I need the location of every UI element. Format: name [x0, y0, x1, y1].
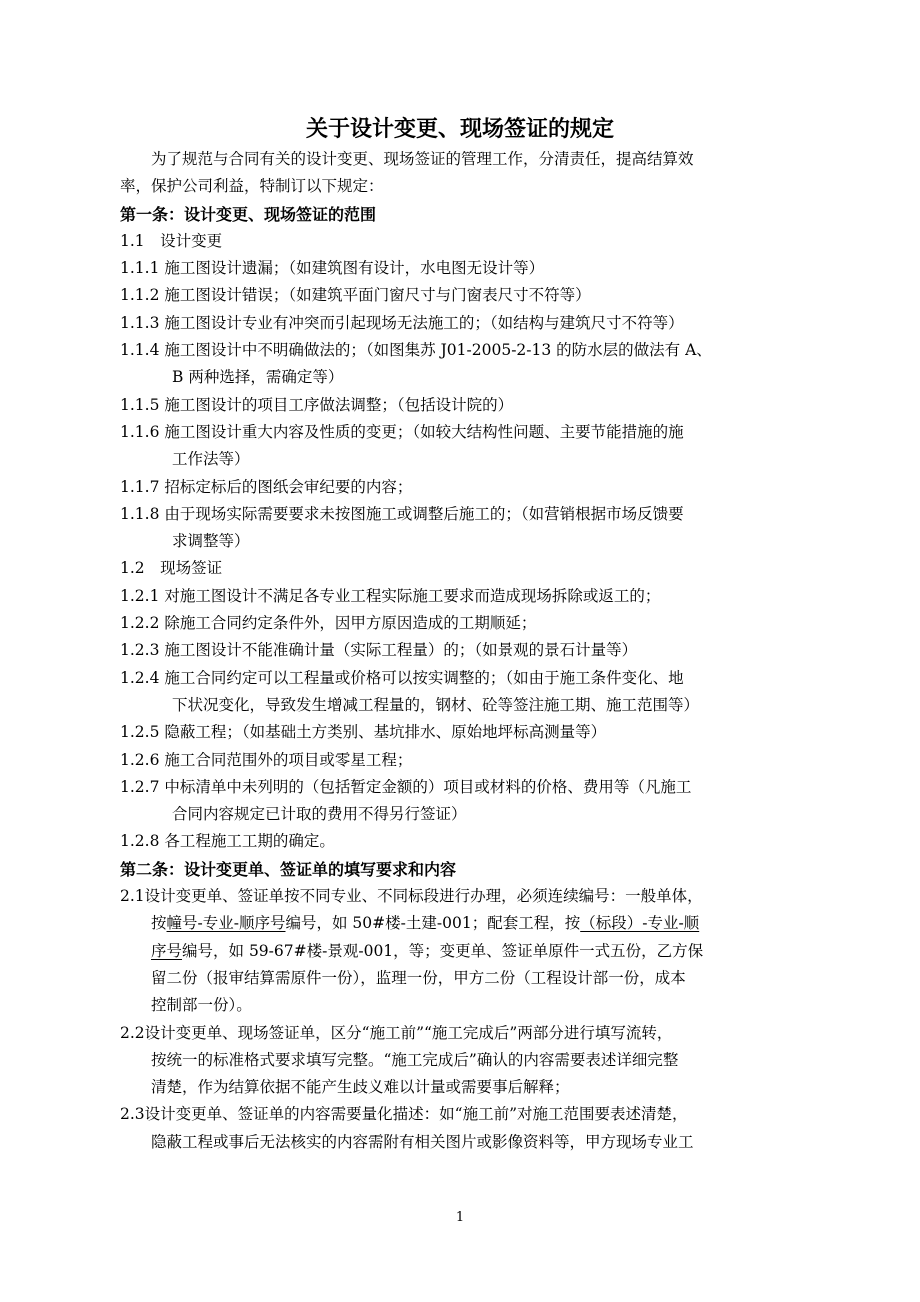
list-item [120, 310, 800, 337]
list-item [120, 474, 800, 501]
list-item [120, 337, 800, 364]
list-item [120, 255, 800, 282]
paragraph-line: 留二份（报审结算需原件一份），监理一份，甲方二份（工程设计部一份，成本 [151, 968, 686, 987]
section-heading: 1.1 设计变更 [120, 231, 223, 250]
paragraph-line: 按统一的标准格式要求填写完整。“施工完成后”确认的内容需要表述详细完整 [151, 1050, 679, 1069]
paragraph-2-2 [120, 1020, 800, 1102]
text-run: 编号，如 50#楼-土建-001；配套工程，按 [285, 914, 581, 933]
article-heading: 第二条：设计变更单、签证单的填写要求和内容 [120, 859, 457, 879]
page-number: 1 [455, 1210, 465, 1225]
item-text: 求调整等） [172, 532, 250, 551]
list-item [120, 665, 800, 692]
item-text: 工作法等） [172, 450, 250, 469]
item-text: 施工图设计不能准确计量（实际工程量）的；（如景观的景石计量等） [164, 641, 638, 660]
item-number: 1.1.4 [120, 341, 160, 360]
list-item [120, 828, 800, 855]
item-text: 施工图设计遗漏；（如建筑图有设计，水电图无设计等） [164, 259, 545, 278]
underlined-text: （标段）-专业-顺 [580, 914, 700, 933]
item-text: 除施工合同约定条件外，因甲方原因造成的工期顺延； [164, 614, 537, 633]
item-number: 1.1.5 [120, 395, 160, 414]
list-item-continuation [120, 528, 800, 555]
paragraph-line: 隐蔽工程或事后无法核实的内容需附有相关图片或影像资料等，甲方现场专业工 [151, 1132, 694, 1151]
intro-line: 率，保护公司利益，特制订以下规定： [120, 177, 384, 196]
item-number: 1.1.8 [120, 504, 160, 523]
page-title: 关于设计变更、现场签证的规定 [305, 117, 614, 142]
list-item-continuation [120, 692, 800, 719]
item-number: 1.2.3 [120, 641, 160, 660]
list-item-continuation [120, 446, 800, 473]
list-item [120, 610, 800, 637]
item-number: 1.1.1 [120, 259, 160, 278]
item-text: 施工图设计专业有冲突而引起现场无法施工的；（如结构与建筑尺寸不符等） [164, 313, 684, 332]
item-number: 1.1.6 [120, 422, 160, 441]
item-number: 1.2.1 [120, 586, 160, 605]
list-item [120, 747, 800, 774]
paragraph-line: 清楚，作为结算依据不能产生歧义难以计量或需要事后解释； [151, 1078, 570, 1097]
item-text: 由于现场实际需要要求未按图施工或调整后施工的；（如营销根据市场反馈要 [164, 504, 684, 523]
text-run: 按 [151, 914, 167, 933]
item-number: 1.1.2 [120, 286, 160, 305]
item-text: 合同内容规定已计取的费用不得另行签证） [172, 805, 467, 824]
item-text: 各工程施工工期的确定。 [164, 832, 335, 851]
paragraph-line [120, 938, 800, 965]
item-number: 1.2.6 [120, 750, 160, 769]
list-item [120, 501, 800, 528]
item-text: 施工图设计错误；（如建筑平面门窗尺寸与门窗表尺寸不符等） [164, 286, 591, 305]
list-item [120, 282, 800, 309]
underlined-text: 序号 [151, 941, 183, 960]
item-text: 招标定标后的图纸会审纪要的内容； [164, 477, 413, 496]
item-number: 1.1.3 [120, 313, 160, 332]
list-item-continuation [120, 801, 800, 828]
site-visa-list [120, 583, 800, 856]
item-number: 1.2.4 [120, 668, 160, 687]
list-item-continuation [120, 364, 800, 391]
item-text: 施工图设计的项目工序做法调整；（包括设计院的） [164, 395, 514, 414]
document-body [120, 146, 800, 1156]
list-item [120, 719, 800, 746]
item-text: 施工图设计重大内容及性质的变更；（如较大结构性问题、主要节能措施的施 [164, 422, 684, 441]
item-text: B 两种选择，需确定等） [172, 368, 344, 387]
item-text: 下状况变化，导致发生增减工程量的，钢材、砼等签注施工期、施工范围等） [172, 695, 700, 714]
item-text: 隐蔽工程；（如基础土方类别、基坑排水、原始地坪标高测量等） [164, 723, 607, 742]
paragraph-line [120, 910, 800, 937]
section-heading: 1.2 现场签证 [120, 559, 223, 578]
list-item [120, 419, 800, 446]
paragraph-2-1 [120, 883, 800, 1019]
paragraph-2-3 [120, 1101, 800, 1156]
item-number: 1.2.7 [120, 777, 160, 796]
item-text: 对施工图设计不满足各专业工程实际施工要求而造成现场拆除或返工的； [164, 586, 661, 605]
paragraph-line: 2.1设计变更单、签证单按不同专业、不同标段进行办理，必须连续编号：一般单体， [120, 887, 703, 906]
list-item [120, 583, 800, 610]
intro-line: 为了规范与合同有关的设计变更、现场签证的管理工作，分清责任，提高结算效 [151, 150, 694, 168]
item-text: 施工图设计中不明确做法的；（如图集苏 J01-2005-2-13 的防水层的做法有 A、 [164, 341, 712, 360]
paragraph-line: 2.3设计变更单、签证单的内容需要量化描述：如“施工前”对施工范围要表述清楚， [120, 1105, 688, 1124]
item-text: 中标清单中未列明的（包括暂定金额的）项目或材料的价格、费用等（凡施工 [164, 777, 692, 796]
list-item [120, 392, 800, 419]
item-number: 1.1.7 [120, 477, 160, 496]
item-number: 1.2.2 [120, 614, 160, 633]
article-heading: 第一条：设计变更、现场签证的范围 [120, 204, 377, 224]
text-run: 编号，如 59-67#楼-景观-001，等；变更单、签证单原件一式五份，乙方保 [182, 941, 704, 960]
item-text: 施工合同范围外的项目或零星工程； [164, 750, 413, 769]
item-number: 1.2.5 [120, 723, 160, 742]
underlined-text: 幢号-专业-顺序号 [166, 914, 286, 933]
design-change-list [120, 255, 800, 555]
item-number: 1.2.8 [120, 832, 160, 851]
item-text: 施工合同约定可以工程量或价格可以按实调整的；（如由于施工条件变化、地 [164, 668, 684, 687]
list-item [120, 637, 800, 664]
list-item [120, 774, 800, 801]
paragraph-line: 控制部一份）。 [151, 996, 252, 1015]
paragraph-line: 2.2设计变更单、现场签证单，区分“施工前”“施工完成后”两部分进行填写流转， [120, 1023, 673, 1042]
